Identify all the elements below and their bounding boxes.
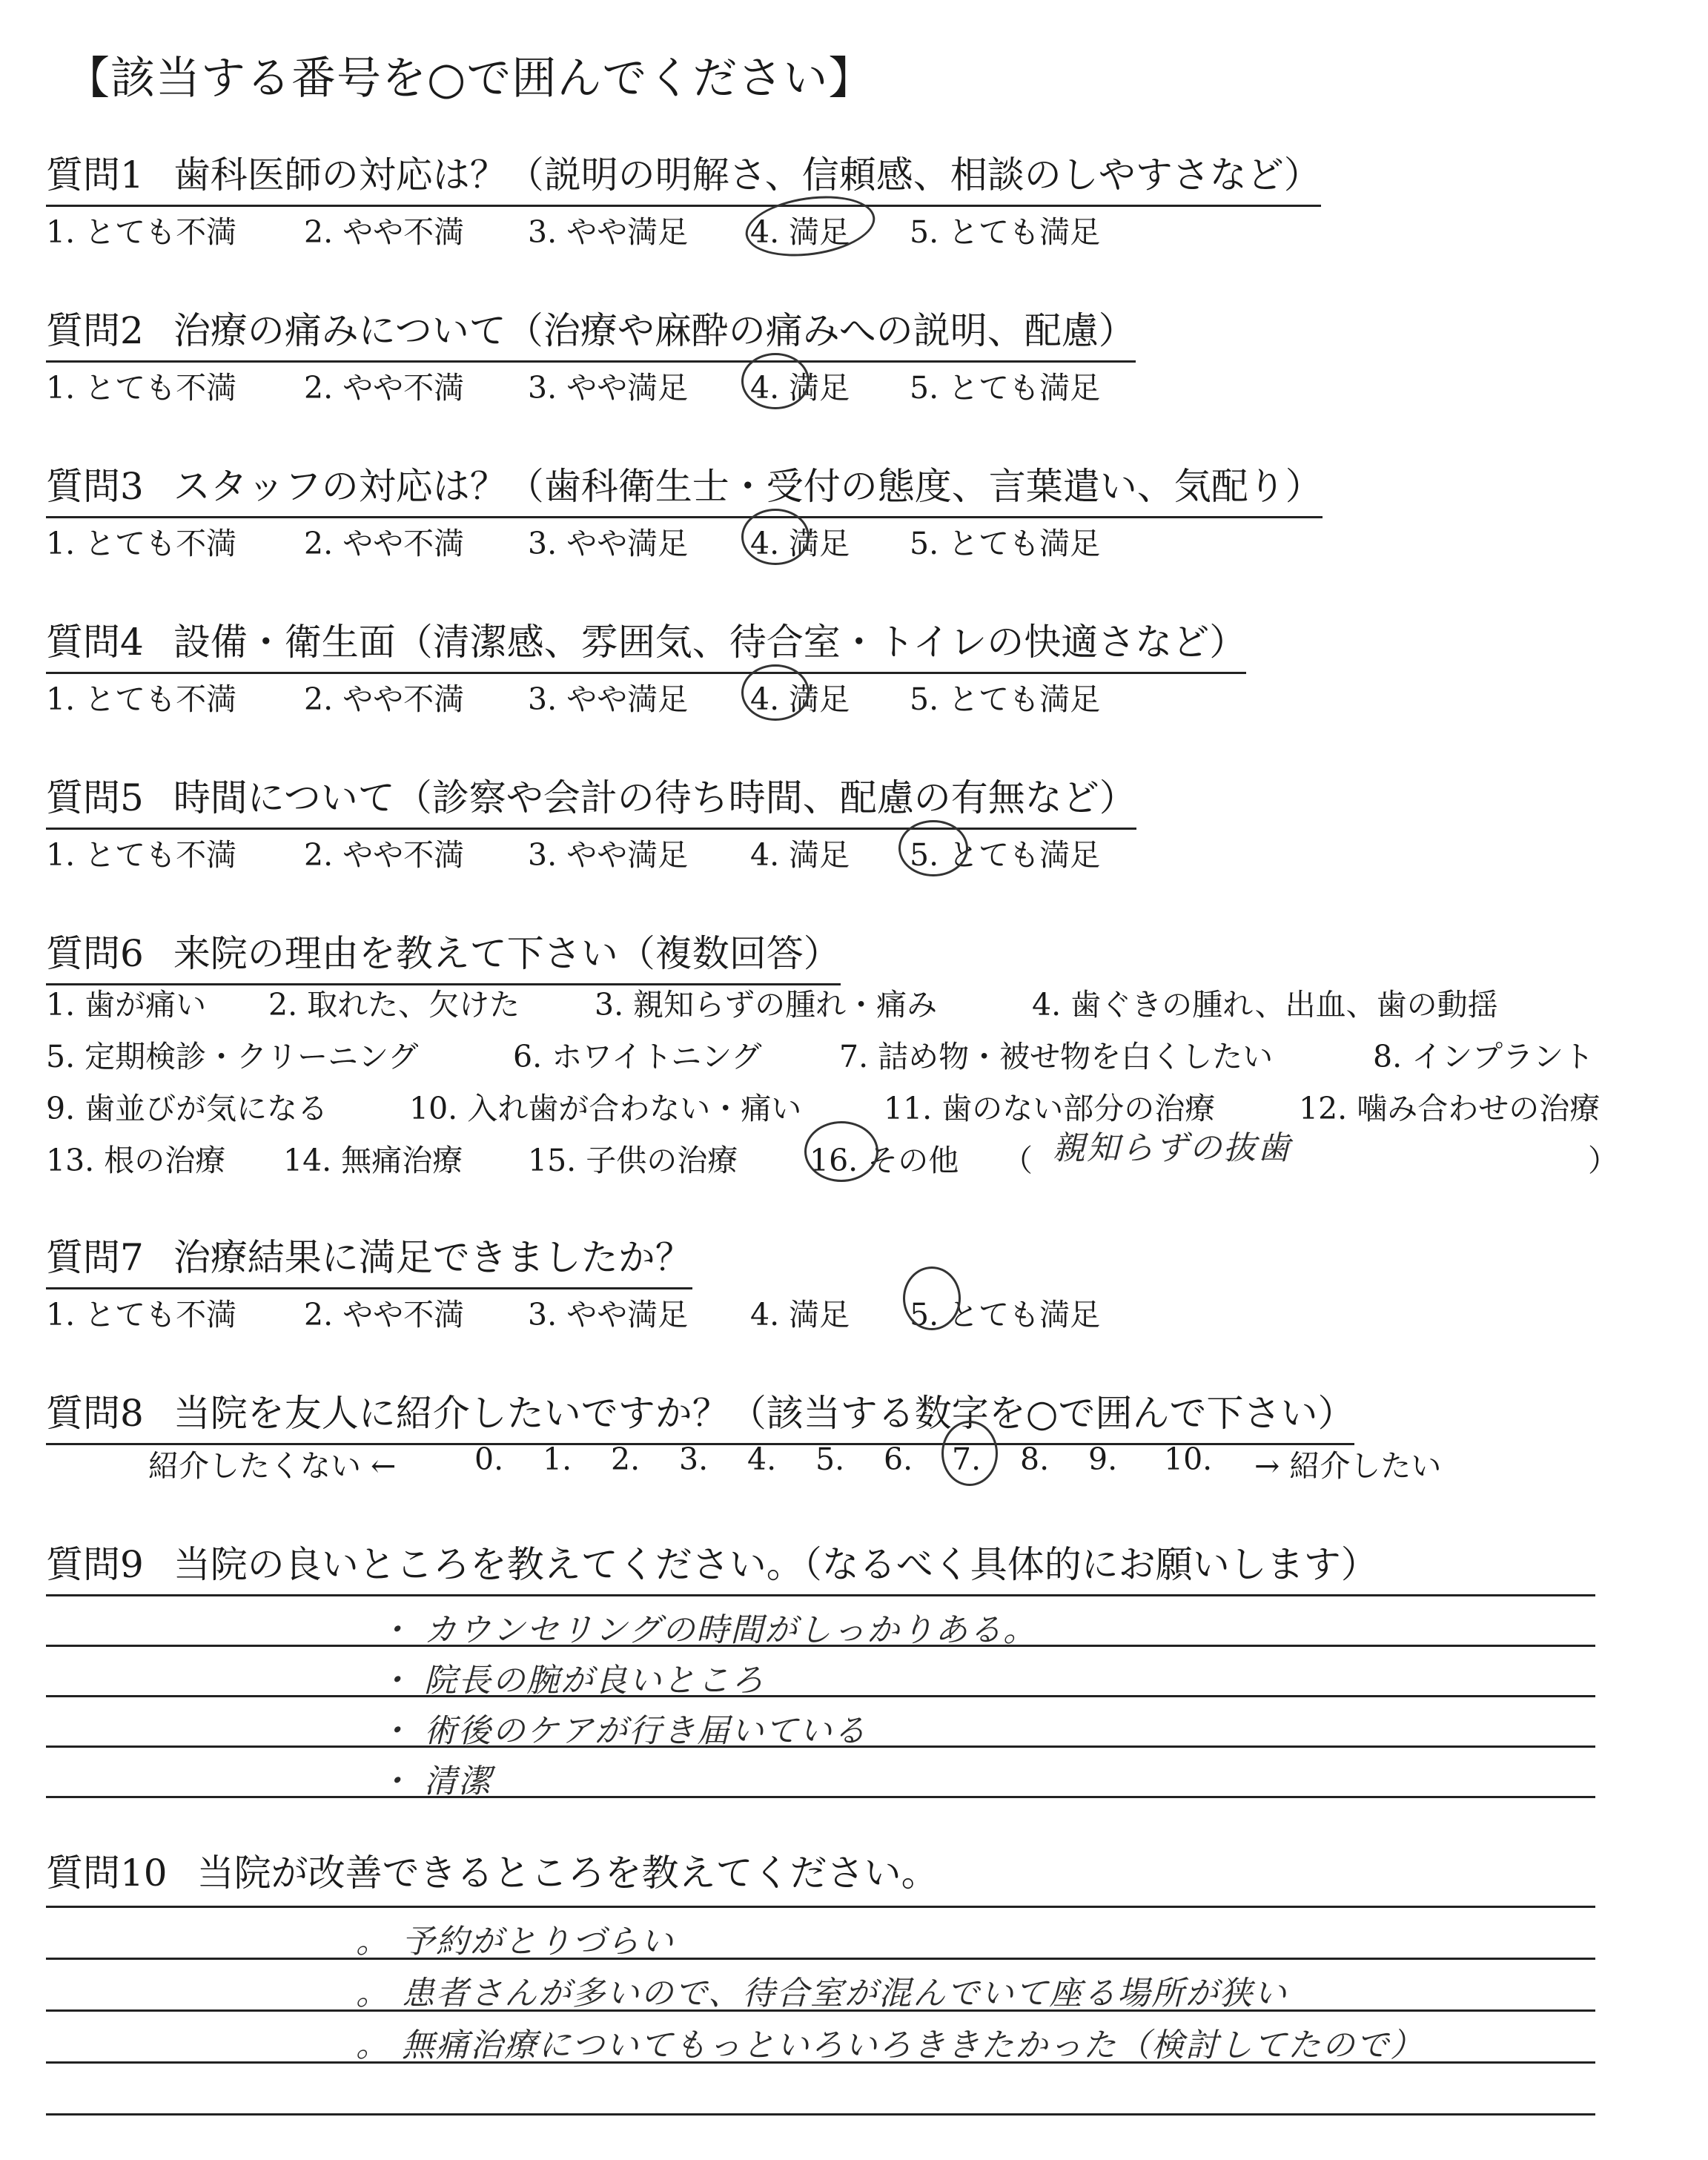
q1-option-4[interactable]: 4. 満足: [750, 214, 850, 250]
question-7-title: [46, 1228, 692, 1289]
q8-option-0[interactable]: 0.: [474, 1441, 504, 1477]
question-3-label: 質問3: [46, 465, 144, 508]
q8-option-10[interactable]: 10.: [1164, 1441, 1213, 1477]
q6-option-8[interactable]: 8. インプラント: [1373, 1039, 1595, 1074]
question-8-title: [46, 1384, 1354, 1445]
q6-option-5[interactable]: 5. 定期検診・クリーニング: [46, 1039, 419, 1074]
q9-answer-2[interactable]: ・ 院長の腕が良いところ: [378, 1662, 765, 1700]
question-1-title: [46, 145, 1321, 207]
question-8-label: 質問8: [46, 1392, 144, 1435]
q1-option-1[interactable]: 1. とても不満: [46, 214, 237, 250]
question-1-label: 質問1: [46, 153, 144, 196]
q3-option-3[interactable]: 3. やや満足: [528, 526, 689, 561]
question-5-options: [46, 830, 1232, 873]
q4-option-1[interactable]: 1. とても不満: [46, 681, 237, 717]
question-3-text: スタッフの対応は？（歯科衛生士・受付の態度、言葉遣い、気配り）: [173, 465, 1323, 508]
q1-option-3[interactable]: 3. やや満足: [528, 214, 689, 250]
q6-option-14[interactable]: 14. 無痛治療: [283, 1143, 463, 1178]
q6-option-2[interactable]: 2. 取れた、欠けた: [268, 987, 520, 1023]
q1-option-2[interactable]: 2. やや不満: [304, 214, 465, 250]
q7-option-3[interactable]: 3. やや満足: [528, 1297, 689, 1332]
q5-option-2[interactable]: 2. やや不満: [304, 837, 465, 873]
q6-other-open-paren: （: [1002, 1143, 1033, 1178]
question-10-label: 質問10: [46, 1852, 168, 1895]
q6-option-12[interactable]: 12. 噛み合わせの治療: [1299, 1091, 1601, 1126]
q3-option-2[interactable]: 2. やや不満: [304, 526, 465, 561]
q7-option-2[interactable]: 2. やや不満: [304, 1297, 465, 1332]
question-1-text: 歯科医師の対応は？（説明の明解さ、信頼感、相談のしやすさなど）: [173, 153, 1321, 196]
q6-option-15[interactable]: 15. 子供の治療: [528, 1143, 738, 1178]
question-5-title: [46, 768, 1136, 830]
question-10-title: [46, 1843, 939, 1897]
q10-line-1: [46, 1906, 1595, 1908]
question-5-text: 時間について（診察や会計の待ち時間、配慮の有無など）: [173, 776, 1136, 819]
question-8-scale: [46, 1441, 1529, 1484]
question-2-label: 質問2: [46, 309, 144, 352]
q6-options-row-4: [46, 1136, 1677, 1178]
question-7-text: 治療結果に満足できましたか？: [173, 1236, 692, 1279]
q8-option-4[interactable]: 4.: [747, 1441, 777, 1477]
q8-option-7[interactable]: 7.: [952, 1441, 982, 1477]
q5-option-1[interactable]: 1. とても不満: [46, 837, 237, 873]
q6-option-7[interactable]: 7. 詰め物・被せ物を白くしたい: [839, 1039, 1274, 1074]
q6-option-4[interactable]: 4. 歯ぐきの腫れ、出血、歯の動揺: [1032, 987, 1498, 1023]
q6-option-13[interactable]: 13. 根の治療: [46, 1143, 226, 1178]
question-3-options: [46, 519, 1232, 561]
q2-option-2[interactable]: 2. やや不満: [304, 370, 465, 406]
question-6-label: 質問6: [46, 932, 144, 975]
q1-option-5[interactable]: 5. とても満足: [910, 214, 1101, 250]
q2-option-3[interactable]: 3. やや満足: [528, 370, 689, 406]
q8-option-9[interactable]: 9.: [1088, 1441, 1118, 1477]
q5-option-5[interactable]: 5. とても満足: [910, 837, 1101, 873]
question-9-label: 質問9: [46, 1543, 144, 1586]
q3-option-5[interactable]: 5. とても満足: [910, 526, 1101, 561]
q6-option-16[interactable]: 16. その他: [810, 1143, 959, 1178]
question-7-label: 質問7: [46, 1236, 144, 1279]
q3-option-4[interactable]: 4. 満足: [750, 526, 850, 561]
question-4-label: 質問4: [46, 621, 144, 664]
q3-option-1[interactable]: 1. とても不満: [46, 526, 237, 561]
q8-option-6[interactable]: 6.: [884, 1441, 913, 1477]
q10-answer-3[interactable]: 。 無痛治療についてもっといろいろききたかった（検討してたので）: [356, 2027, 1425, 2064]
q10-answer-2[interactable]: 。 患者さんが多いので、待合室が混んでいて座る場所が狭い: [356, 1975, 1288, 2012]
q6-option-10[interactable]: 10. 入れ歯が合わない・痛い: [409, 1091, 802, 1126]
q4-option-5[interactable]: 5. とても満足: [910, 681, 1101, 717]
question-6-title: [46, 924, 841, 985]
q6-other-close-paren: ）: [1588, 1143, 1618, 1178]
q6-options-row-2: [46, 1032, 1677, 1074]
q9-line-3: [46, 1695, 1595, 1697]
q9-answer-4[interactable]: ・ 清潔: [378, 1763, 492, 1800]
q10-answer-1[interactable]: 。 予約がとりづらい: [356, 1923, 675, 1961]
q10-line-5: [46, 2113, 1595, 2116]
question-1-options: [46, 208, 1232, 250]
q4-option-2[interactable]: 2. やや不満: [304, 681, 465, 717]
q2-option-5[interactable]: 5. とても満足: [910, 370, 1101, 406]
q8-option-8[interactable]: 8.: [1020, 1441, 1050, 1477]
question-4-text: 設備・衛生面（清潔感、雰囲気、待合室・トイレの快適さなど）: [173, 621, 1247, 664]
question-4-options: [46, 675, 1232, 717]
q6-options-row-3: [46, 1084, 1677, 1126]
q7-option-1[interactable]: 1. とても不満: [46, 1297, 237, 1332]
q9-line-5: [46, 1796, 1595, 1798]
q7-option-5[interactable]: 5. とても満足: [910, 1297, 1101, 1332]
question-2-text: 治療の痛みについて（治療や麻酔の痛みへの説明、配慮）: [173, 309, 1136, 352]
q6-option-6[interactable]: 6. ホワイトニング: [513, 1039, 762, 1074]
q7-option-4[interactable]: 4. 満足: [750, 1297, 850, 1332]
question-7-options: [46, 1290, 1232, 1332]
q9-answer-1[interactable]: ・ カウンセリングの時間がしっかりある。: [378, 1611, 1038, 1649]
q10-line-2: [46, 1958, 1595, 1960]
q2-option-4[interactable]: 4. 満足: [750, 370, 850, 406]
q9-line-1: [46, 1594, 1595, 1596]
question-4-title: [46, 612, 1246, 674]
q8-option-5[interactable]: 5.: [815, 1441, 845, 1477]
q8-option-2[interactable]: 2.: [611, 1441, 640, 1477]
q4-option-4[interactable]: 4. 満足: [750, 681, 850, 717]
q8-right-label: → 紹介したい: [1254, 1448, 1442, 1484]
question-9-title: [46, 1535, 1378, 1588]
q9-answer-3[interactable]: ・ 術後のケアが行き届いている: [378, 1712, 867, 1750]
q6-other-answer[interactable]: 親知らずの抜歯: [1053, 1129, 1291, 1167]
q4-option-3[interactable]: 3. やや満足: [528, 681, 689, 717]
q6-option-11[interactable]: 11. 歯のない部分の治療: [884, 1091, 1216, 1126]
question-6-text: 来院の理由を教えて下さい（複数回答）: [173, 932, 841, 975]
q8-option-3[interactable]: 3.: [679, 1441, 709, 1477]
question-3-title: [46, 457, 1323, 518]
q8-left-label: 紹介したくない ←: [148, 1448, 397, 1484]
q6-options-row-1: [46, 980, 1677, 1023]
question-2-title: [46, 301, 1136, 363]
q6-option-1[interactable]: 1. 歯が痛い: [46, 987, 207, 1023]
form-title: 【該当する番号を○で囲んでください】: [65, 53, 874, 105]
q5-option-3[interactable]: 3. やや満足: [528, 837, 689, 873]
question-10-text: 当院が改善できるところを教えてください。: [196, 1852, 939, 1895]
q6-option-9[interactable]: 9. 歯並びが気になる: [46, 1091, 328, 1126]
question-2-options: [46, 363, 1232, 406]
q5-option-4[interactable]: 4. 満足: [750, 837, 850, 873]
q2-option-1[interactable]: 1. とても不満: [46, 370, 237, 406]
q6-option-3[interactable]: 3. 親知らずの腫れ・痛み: [595, 987, 938, 1023]
question-8-text: 当院を友人に紹介したいですか？（該当する数字を○で囲んで下さい）: [173, 1392, 1355, 1435]
q8-option-1[interactable]: 1.: [543, 1441, 572, 1477]
question-9-text: 当院の良いところを教えてください。（なるべく具体的にお願いします）: [173, 1543, 1378, 1586]
question-5-label: 質問5: [46, 776, 144, 819]
